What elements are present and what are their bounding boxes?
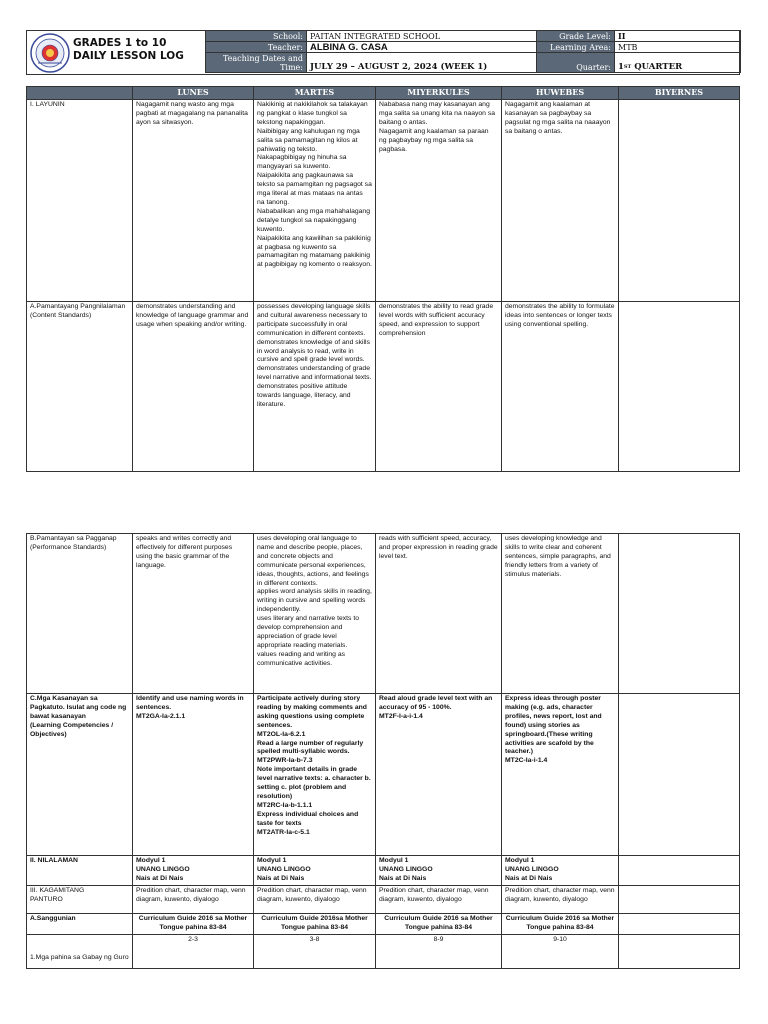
quarter-ordinal: ST <box>623 64 632 70</box>
day-cell-lunes: 2-3 <box>133 934 254 968</box>
day-cell-huwebes: uses developing knowledge and skills to write clear and coherent sentences, simple paragraphs, and friendly letters from a variety of stimulus materials. <box>502 534 619 694</box>
lesson-row <box>27 534 740 694</box>
quarter-number: 1 <box>618 62 624 72</box>
lesson-row <box>27 934 740 968</box>
deped-seal-icon <box>30 33 70 73</box>
teaching-dates-label-line1: Teaching Dates and <box>222 54 303 63</box>
day-cell-huwebes: Modyul 1 UNANG LINGGO Nais at Di Nais <box>502 856 619 886</box>
day-cell-miyerkules: Curriculum Guide 2016 sa Mother Tongue pahina 83-84 <box>376 914 502 935</box>
day-cell-lunes: Nagagamit nang wasto ang mga pagbati at magagalang na pananalita ayon sa sitwasyon. <box>133 100 254 302</box>
grade-level-label: Grade Level: <box>537 31 615 42</box>
lesson-row <box>27 302 740 472</box>
day-cell-martes: Predition chart, character map, venn diagram, kuwento, diyalogo <box>254 886 376 914</box>
day-header-row <box>27 87 740 100</box>
day-cell-biyernes <box>619 914 740 935</box>
day-cell-biyernes <box>619 856 740 886</box>
teacher-label: Teacher: <box>206 42 307 53</box>
day-cell-martes: Participate actively during story reading by making comments and asking questions using complete sentences. MT2OL-Ia-6.2.1 Read a large number of regularly spelled multi-syllabic words. MT2PWR-Ia-b-7.3 Note important details in grade level narrative texts: a. character b. setting c. plot (problem and resolution) MT2RC-Ia-b-1.1.1 Express individual choices and taste for texts MT2ATR-Ia-c-5.1 <box>254 694 376 856</box>
day-cell-huwebes: Predition chart, character map, venn diagram, kuwento, diyalogo <box>502 886 619 914</box>
lesson-row <box>27 856 740 886</box>
learning-area-value: MTB <box>615 42 741 53</box>
day-cell-miyerkules: Read aloud grade level text with an accuracy of 95 - 100%. MT2F-I-a-i-1.4 <box>376 694 502 856</box>
day-cell-miyerkules: Predition chart, character map, venn diagram, kuwento, diyalogo <box>376 886 502 914</box>
day-cell-miyerkules: reads with sufficient speed, accuracy, and proper expression in reading grade level text. <box>376 534 502 694</box>
row-label-cell: II. NILALAMAN <box>27 856 133 886</box>
row-label-cell: A.Pamantayang Pangnilalaman (Content Standards) <box>27 302 133 472</box>
row-label-cell: A.Sanggunian <box>27 914 133 935</box>
school-value: PAITAN INTEGRATED SCHOOL <box>307 31 537 42</box>
row-label-cell: 1.Mga pahina sa Gabay ng Guro <box>27 934 133 968</box>
day-header-lunes: LUNES <box>133 87 254 100</box>
day-cell-lunes: demonstrates understanding and knowledge of language grammar and usage when speaking and/or writing. <box>133 302 254 472</box>
day-header-martes: MARTES <box>254 87 376 100</box>
day-cell-lunes: speaks and writes correctly and effectively for different purposes using the basic grammar of the language. <box>133 534 254 694</box>
row-label-cell: C.Mga Kasanayan sa Pagkatuto. Isulat ang code ng bawat kasanayan (Learning Competencies / Objectives) <box>27 694 133 856</box>
day-cell-miyerkules: demonstrates the ability to read grade level words with sufficient accuracy speed, and expression to support comprehension <box>376 302 502 472</box>
day-cell-biyernes <box>619 694 740 856</box>
title-line-2: DAILY LESSON LOG <box>73 50 184 62</box>
lesson-row <box>27 100 740 302</box>
row-label-cell: B.Pamantayan sa Pagganap (Performance Standards) <box>27 534 133 694</box>
day-cell-martes: Curriculum Guide 2016sa Mother Tongue pahina 83-84 <box>254 914 376 935</box>
day-cell-martes: uses developing oral language to name and describe people, places, and concrete objects and communicate personal experiences, ideas, thoughts, actions, and feelings in different contexts. applies word analysis skills in reading, writing in cursive and spelling words independently. uses literary and narrative texts to develop comprehension and appreciation of grade level appropriate reading materials. values reading and writing as communicative activities. <box>254 534 376 694</box>
day-cell-biyernes <box>619 100 740 302</box>
quarter-value <box>615 53 741 73</box>
day-cell-lunes: Predition chart, character map, venn diagram, kuwento, diyalogo <box>133 886 254 914</box>
quarter-text: QUARTER <box>631 62 683 72</box>
document-header <box>26 30 740 75</box>
teaching-dates-label-line2: Time: <box>280 63 303 72</box>
lesson-row <box>27 914 740 935</box>
day-cell-huwebes: 9-10 <box>502 934 619 968</box>
row-label-cell: I. LAYUNIN <box>27 100 133 302</box>
day-cell-martes: 3-8 <box>254 934 376 968</box>
day-cell-martes: possesses developing language skills and cultural awareness necessary to participate successfully in oral communication in different contexts. demonstrates knowledge of and skills in word analysis to read, write in cursive and spell grade level words. demonstrates understanding of grade level narrative and informational texts. demonstrates positive attitude towards language, literacy, and literature. <box>254 302 376 472</box>
day-cell-huwebes: Curriculum Guide 2016 sa Mother Tongue pahina 83-84 <box>502 914 619 935</box>
day-cell-martes: Nakikinig at nakikilahok sa talakayan ng pangkat o klase tungkol sa tekstong napakinggan. Naibibigay ang kahulugan ng mga salita sa pamamagitan ng kilos at pahiwatig ng teksto. Nakapagbibigay ng hinuha sa mangyayari sa kuwento. Naipakikita ang pagkaunawa sa teksto sa pamamgitan ng pagsagot sa mga literal at mas mataas na antas na tanong. Nababalikan ang mga mahahalagang detalye tungkol sa napakinggang kuwento. Naipakikita ang kawilihan sa pakikinig at pagbasa ng kuwento sa pamamagitan ng matamang pakikinig at pagbibigay ng komento o reaksyon. <box>254 100 376 302</box>
grade-level-value: II <box>615 31 741 42</box>
learning-area-label: Learning Area: <box>537 42 615 53</box>
lesson-log-title <box>73 37 184 63</box>
day-header-biyernes: BIYERNES <box>619 87 740 100</box>
day-cell-huwebes: Nagagamit ang kaalaman at kasanayan sa pagbaybay sa pagsulat ng mga salita na naaayon sa baitang o antas. <box>502 100 619 302</box>
day-cell-miyerkules: 8-9 <box>376 934 502 968</box>
day-cell-lunes: Modyul 1 UNANG LINGGO Nais at Di Nais <box>133 856 254 886</box>
header-meta-table <box>205 30 741 73</box>
day-cell-biyernes <box>619 934 740 968</box>
teaching-dates-value: JULY 29 – AUGUST 2, 2024 (WEEK 1) <box>307 53 537 73</box>
day-cell-lunes: Identify and use naming words in sentences. MT2GA-Ia-2.1.1 <box>133 694 254 856</box>
day-cell-huwebes: Express ideas through poster making (e.g. ads, character profiles, news report, lost and found) using stories as springboard.(These writing activities are scafold by the teacher.) MT2C-Ia-i-1.4 <box>502 694 619 856</box>
lesson-row <box>27 694 740 856</box>
row-label-cell: III. KAGAMITANG PANTURO <box>27 886 133 914</box>
lesson-log-table-part1 <box>26 86 740 472</box>
title-line-1: GRADES 1 to 10 <box>73 37 167 49</box>
teacher-value: ALBINA G. CASA <box>307 42 537 53</box>
day-cell-biyernes <box>619 302 740 472</box>
day-cell-miyerkules: Modyul 1 UNANG LINGGO Nais at Di Nais <box>376 856 502 886</box>
day-cell-martes: Modyul 1 UNANG LINGGO Nais at Di Nais <box>254 856 376 886</box>
day-cell-lunes: Curriculum Guide 2016 sa Mother Tongue pahina 83-84 <box>133 914 254 935</box>
day-header-huwebes: HUWEBES <box>502 87 619 100</box>
quarter-label: Quarter: <box>537 53 615 73</box>
day-cell-huwebes: demonstrates the ability to formulate ideas into sentences or longer texts using conventional spelling. <box>502 302 619 472</box>
lesson-log-table-part2 <box>26 533 740 969</box>
day-cell-biyernes <box>619 534 740 694</box>
school-label: School: <box>206 31 307 42</box>
teaching-dates-label <box>206 53 307 73</box>
corner-header-cell <box>27 87 133 100</box>
lesson-row <box>27 886 740 914</box>
day-cell-biyernes <box>619 886 740 914</box>
day-header-miyerkules: MIYERKULES <box>376 87 502 100</box>
day-cell-miyerkules: Nababasa nang may kasanayan ang mga salita sa unang kita na naayon sa baitang o antas. Nagagamit ang kaalaman sa paraan ng pagbaybay ng mga salita sa pagbasa. <box>376 100 502 302</box>
